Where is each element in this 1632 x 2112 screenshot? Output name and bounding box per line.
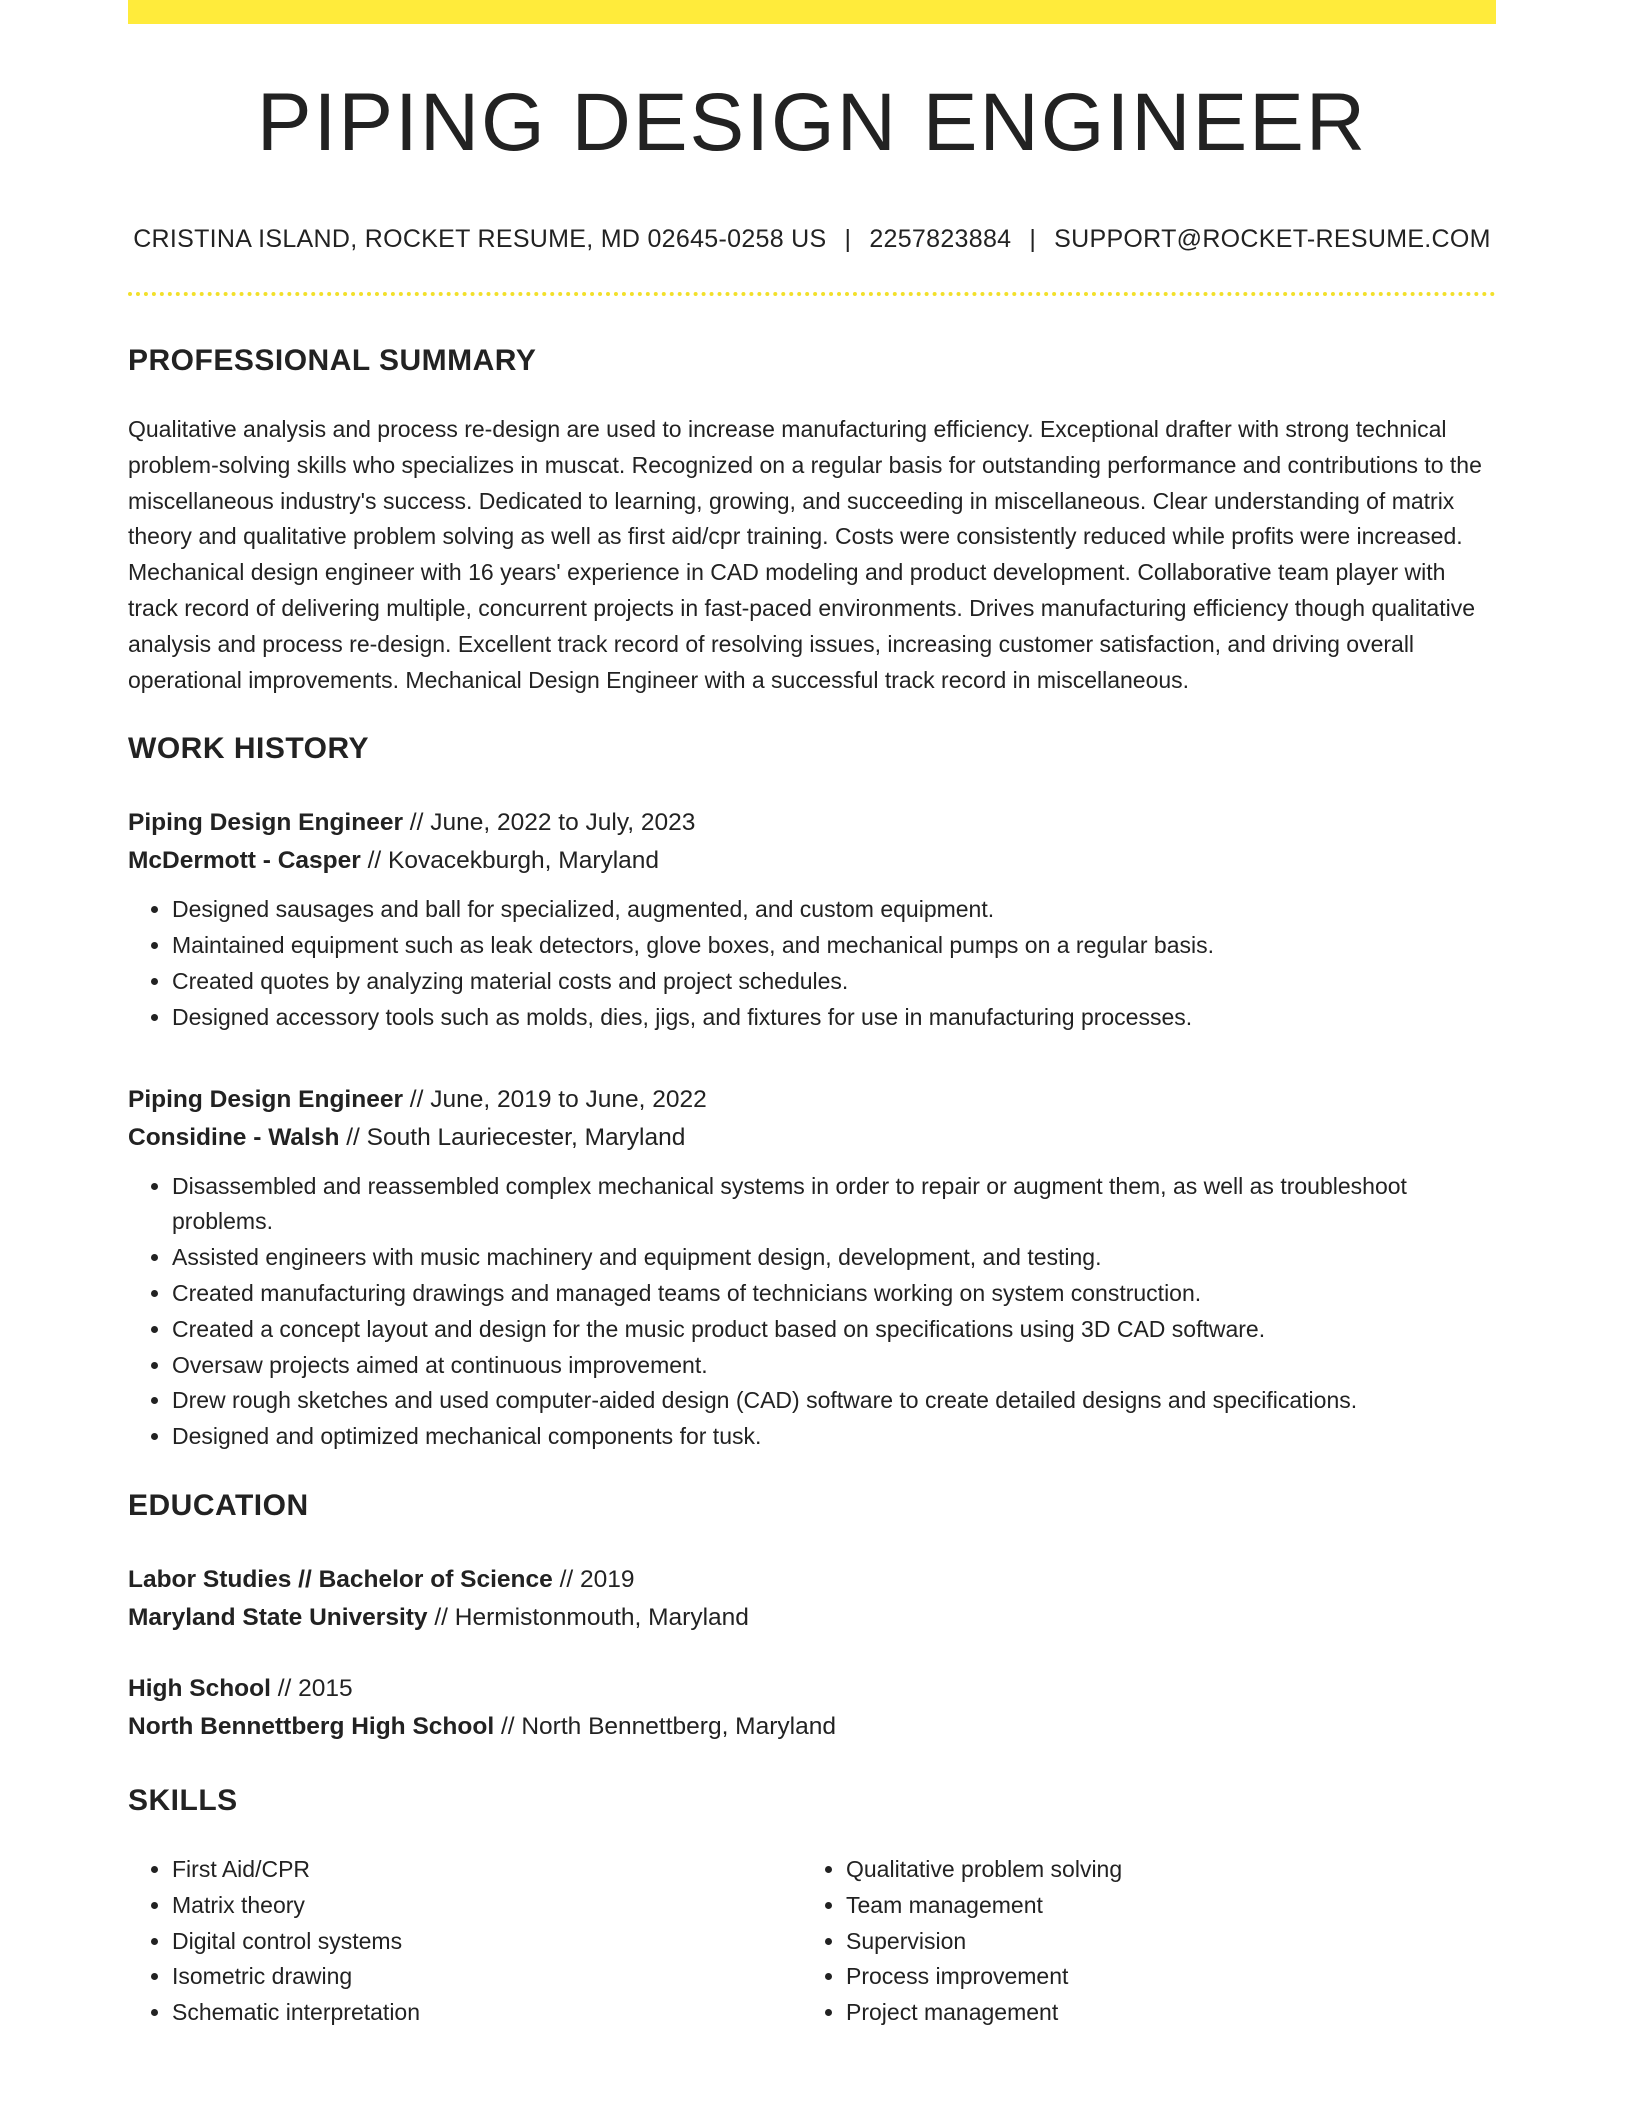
contact-address: CRISTINA ISLAND, ROCKET RESUME, MD 02645-0258 US (133, 225, 827, 253)
list-item: • Designed and optimized mechanical components for tusk. (172, 1419, 1496, 1455)
summary-heading: PROFESSIONAL SUMMARY (128, 344, 537, 377)
list-item: • Assisted engineers with music machinery and equipment design, development, and testing. (172, 1240, 1496, 1276)
contact-separator: | (1029, 225, 1037, 253)
education-degree: Labor Studies // Bachelor of Science (128, 1565, 553, 1593)
education-degree: High School (128, 1674, 271, 1702)
contact-line (128, 227, 1496, 252)
education-school-line (128, 1599, 1496, 1637)
education-year: // 2019 (559, 1565, 635, 1593)
education-location: // North Bennettberg, Maryland (500, 1712, 836, 1740)
education-entry (128, 1670, 1496, 1746)
job-bullets (128, 892, 1496, 1035)
job-dates: // June, 2022 to July, 2023 (409, 809, 696, 837)
skill-item: • Matrix theory (172, 1888, 802, 1924)
contact-email[interactable]: SUPPORT@ROCKET-RESUME.COM (1054, 225, 1491, 253)
skill-item: • Supervision (846, 1924, 1476, 1960)
job-company-line (128, 1119, 1496, 1157)
job-role: Piping Design Engineer (128, 1085, 403, 1113)
skills-left-list (128, 1852, 802, 2031)
skill-item: • First Aid/CPR (172, 1852, 802, 1888)
job-location: // South Lauriecester, Maryland (346, 1123, 686, 1151)
list-item: • Disassembled and reassembled complex mechanical systems in order to repair or augment them, as well as troubleshoot problems. (172, 1169, 1496, 1241)
job-entry (128, 804, 1496, 1035)
skill-item: • Schematic interpretation (172, 1995, 802, 2031)
education-school: North Bennettberg High School (128, 1712, 495, 1740)
list-item: • Oversaw projects aimed at continuous improvement. (172, 1348, 1496, 1384)
accent-bar (128, 0, 1496, 24)
skill-item: • Process improvement (846, 1959, 1476, 1995)
education-school-line (128, 1708, 1496, 1746)
list-item: • Maintained equipment such as leak detectors, glove boxes, and mechanical pumps on a regular basis. (172, 928, 1496, 964)
job-company: Considine - Walsh (128, 1123, 340, 1151)
list-item: • Designed accessory tools such as molds, dies, jigs, and fixtures for use in manufacturing processes. (172, 1000, 1496, 1036)
job-company-line (128, 842, 1496, 880)
list-item: • Designed sausages and ball for specialized, augmented, and custom equipment. (172, 892, 1496, 928)
contact-separator: | (844, 225, 852, 253)
job-location: // Kovacekburgh, Maryland (367, 847, 660, 875)
resume-title: PIPING DESIGN ENGINEER (256, 77, 1368, 168)
education-location: // Hermistonmouth, Maryland (434, 1603, 749, 1631)
skill-item: • Isometric drawing (172, 1959, 802, 1995)
education-school: Maryland State University (128, 1603, 428, 1631)
education-degree-line (128, 1670, 1496, 1708)
job-company: McDermott - Casper (128, 847, 361, 875)
contact-phone: 2257823884 (869, 225, 1012, 253)
job-entry (128, 1081, 1496, 1455)
education-year: // 2015 (277, 1674, 353, 1702)
list-item: • Created a concept layout and design for the music product based on specifications using 3D CAD software. (172, 1312, 1496, 1348)
education-heading: EDUCATION (128, 1488, 309, 1522)
skill-item: • Project management (846, 1995, 1476, 2031)
job-title-line (128, 1081, 1496, 1119)
education-entry (128, 1561, 1496, 1637)
resume-page (128, 0, 1496, 2031)
skill-item: • Team management (846, 1888, 1476, 1924)
job-bullets (128, 1169, 1496, 1455)
education-degree-line (128, 1561, 1496, 1599)
job-role: Piping Design Engineer (128, 809, 403, 837)
list-item: • Drew rough sketches and used computer-aided design (CAD) software to create detailed designs and specifications. (172, 1383, 1496, 1419)
work-history-heading: WORK HISTORY (128, 732, 370, 766)
list-item: • Created manufacturing drawings and managed teams of technicians working on system construction. (172, 1276, 1496, 1312)
skills-heading: SKILLS (128, 1783, 238, 1817)
job-title-line (128, 804, 1496, 842)
skill-item: • Qualitative problem solving (846, 1852, 1476, 1888)
skill-item: • Digital control systems (172, 1924, 802, 1960)
skills-columns (128, 1852, 1496, 2031)
list-item: • Created quotes by analyzing material costs and project schedules. (172, 964, 1496, 1000)
dotted-divider (128, 292, 1496, 296)
skills-right-list (802, 1852, 1476, 2031)
job-dates: // June, 2019 to June, 2022 (409, 1085, 707, 1113)
summary-text: Qualitative analysis and process re-design are used to increase manufacturing efficiency. Exceptional drafter with strong technical problem-solving skills who specializes in muscat. Recognized on a regular basis for outstanding performance and contributions to the miscellaneous industry's success. Dedicated to learning, growing, and succeeding in miscellaneous. Clear understanding of matrix theory and qualitative problem solving as well as first aid/cpr training. Costs were consistently reduced while profits were increased. Mechanical design engineer with 16 years' experience in CAD modeling and product development. Collaborative team player with track record of delivering multiple, concurrent projects in fast-paced environments. Drives manufacturing efficiency though qualitative analysis and process re-design. Excellent track record of resolving issues, increasing customer satisfaction, and driving overall operational improvements. Mechanical Design Engineer with a successful track record in miscellaneous. (128, 416, 1482, 693)
